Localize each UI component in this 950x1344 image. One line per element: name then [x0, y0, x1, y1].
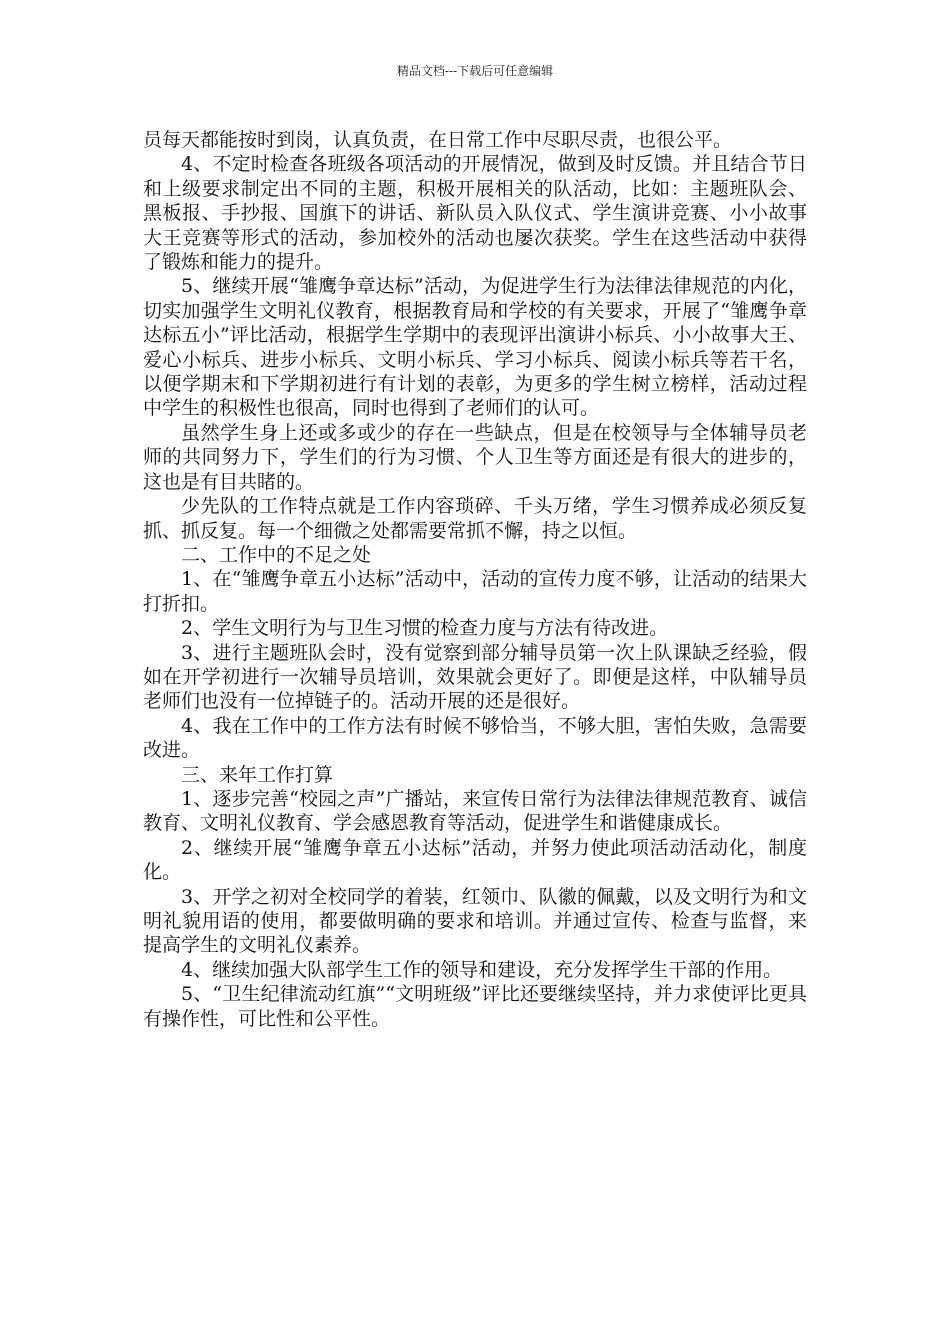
- plan-item-2: 2、继续开展“雏鹰争章五小达标”活动，并努力使此项活动活动化，制度化。: [143, 836, 807, 884]
- plan-item-3: 3、开学之初对全校同学的着装，红领巾、队徽的佩戴，以及文明行为和文明礼貌用语的使用，都要做明确的要求和培训。并通过宣传、检查与监督，来提高学生的文明礼仪素养。: [143, 885, 807, 957]
- shortcoming-item-3: 3、进行主题班队会时，没有觉察到部分辅导员第一次上队课缺乏经验，假如在开学初进行一次辅导员培训，效果就会更好了。即便是这样，中队辅导员老师们也没有一位掉链子的。活动开展的还是很好。: [143, 641, 807, 713]
- plan-item-1: 1、逐步完善“校园之声”广播站，来宣传日常行为法律法律规范教育、诚信教育、文明礼仪教育、学会感恩教育等活动，促进学生和谐健康成长。: [143, 787, 807, 835]
- document-body: [143, 128, 807, 1031]
- section-heading-next-year-plan: 三、来年工作打算: [181, 763, 334, 786]
- paragraph-item-5-eagle-badge: 5、继续开展“雏鹰争章达标”活动，为促进学生行为法律法律规范的内化，切实加强学生文明礼仪教育，根据教育局和学校的有关要求，开展了“雏鹰争章达标五小”评比活动，根据学生学期中的表现评出演讲小标兵、小小故事大王、爱心小标兵、进步小标兵、文明小标兵、学习小标兵、阅读小标兵等若干名，以便学期末和下学期初进行有计划的表彰，为更多的学生树立榜样，活动过程中学生的积极性也很高，同时也得到了老师们的认可。: [143, 275, 807, 420]
- plan-item-5: 5、“卫生纪律流动红旗”“文明班级”评比还要继续坚持，并力求使评比更具有操作性，可比性和公平性。: [143, 983, 807, 1030]
- page-header-watermark: 精品文档---下载后可任意编辑: [396, 64, 554, 78]
- paragraph-item-4-activity-check: 4、不定时检查各班级各项活动的开展情况，做到及时反馈。并且结合节日和上级要求制定出不同的主题，积极开展相关的队活动，比如：主题班队会、黑板报、手抄报、国旗下的讲话、新队员入队仪式、学生演讲竞赛、小小故事大王竞赛等形式的活动，参加校外的活动也屡次获奖。学生在这些活动中获得了锻炼和能力的提升。: [143, 153, 807, 274]
- paragraph-work-characteristics: 少先队的工作特点就是工作内容琐碎、千头万绪，学生习惯养成必须反复抓、抓反复。每一个细微之处都需要常抓不懈，持之以恒。: [143, 495, 807, 542]
- shortcoming-item-2: 2、学生文明行为与卫生习惯的检查力度与方法有待改进。: [181, 617, 669, 640]
- paragraph-progress-summary: 虽然学生身上还或多或少的存在一些缺点，但是在校领导与全体辅导员老师的共同努力下，学生们的行为习惯、个人卫生等方面还是有很大的进步的，这也是有目共睹的。: [143, 421, 807, 493]
- shortcoming-item-1: 1、在“雏鹰争章五小达标”活动中，活动的宣传力度不够，让活动的结果大打折扣。: [143, 568, 807, 615]
- shortcoming-item-4: 4、我在工作中的工作方法有时候不够恰当，不够大胆，害怕失败，急需要改进。: [143, 714, 807, 762]
- paragraph-continued: 员每天都能按时到岗，认真负责，在日常工作中尽职尽责，也很公平。: [143, 129, 733, 151]
- section-heading-shortcomings: 二、工作中的不足之处: [181, 543, 372, 566]
- plan-item-4: 4、继续加强大队部学生工作的领导和建设，充分发挥学生干部的作用。: [181, 958, 783, 981]
